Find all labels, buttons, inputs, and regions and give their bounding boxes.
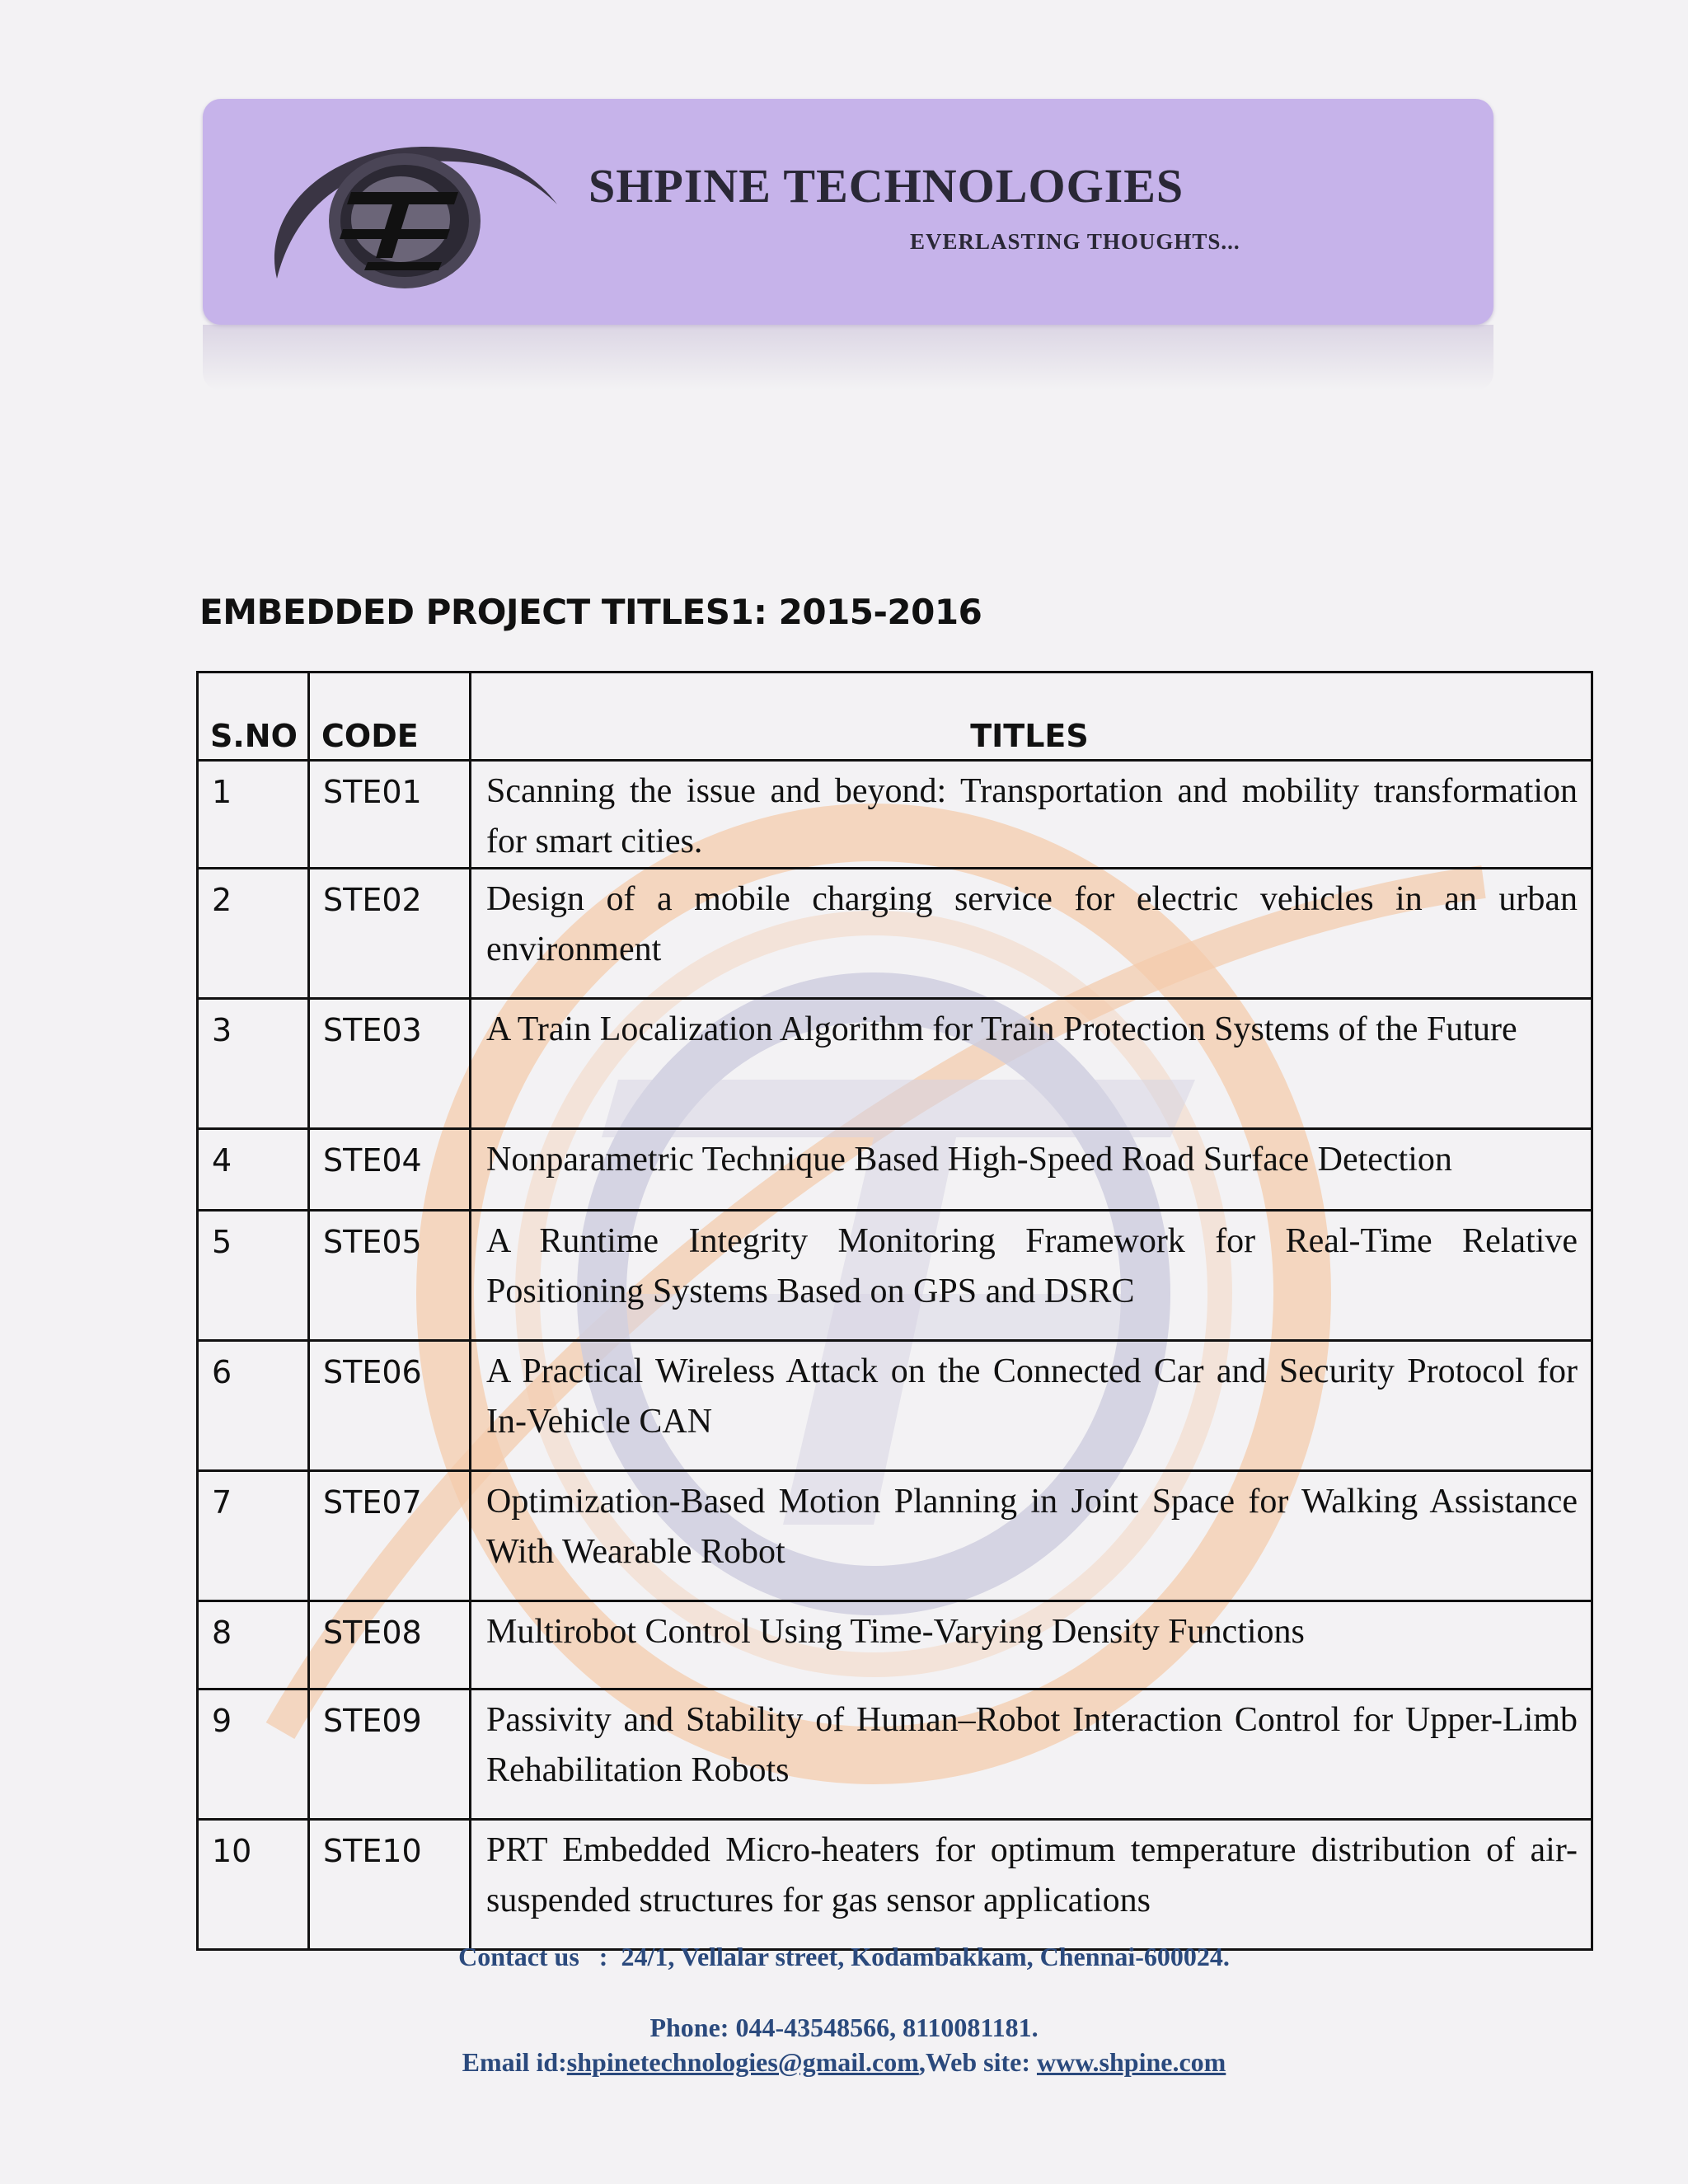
project-titles-table: [196, 671, 1593, 1951]
row-sno: 2: [198, 868, 309, 998]
table-row: [198, 998, 1592, 1128]
row-sno: 8: [198, 1601, 309, 1689]
row-sno: 7: [198, 1470, 309, 1601]
column-header-sno: S.NO: [198, 673, 309, 761]
table-row: [198, 1689, 1592, 1819]
contact-separator: :: [598, 1942, 608, 1971]
row-sno: 3: [198, 998, 309, 1128]
page-title: EMBEDDED PROJECT TITLES1: 2015-2016: [199, 592, 982, 632]
email-link[interactable]: shpinetechnologies@gmail.com: [566, 2047, 919, 2077]
table-row: [198, 1470, 1592, 1601]
row-code: STE04: [309, 1128, 471, 1210]
row-title: PRT Embedded Micro-heaters for optimum temperature distribution of air-suspended structures for gas sensor applications: [471, 1819, 1592, 1949]
row-title: Multirobot Control Using Time-Varying Density Functions: [471, 1601, 1592, 1689]
row-code: STE10: [309, 1819, 471, 1949]
row-code: STE05: [309, 1210, 471, 1340]
row-title: A Practical Wireless Attack on the Connected Car and Security Protocol for In-Vehicle CAN: [471, 1340, 1592, 1470]
website-link[interactable]: www.shpine.com: [1036, 2047, 1226, 2077]
table-row: [198, 1340, 1592, 1470]
contact-label: Contact us: [458, 1942, 579, 1971]
header-banner: [203, 99, 1493, 325]
row-sno: 10: [198, 1819, 309, 1949]
row-code: STE08: [309, 1601, 471, 1689]
footer-address-line: [0, 1942, 1688, 1972]
email-label: Email id:: [462, 2047, 567, 2077]
table-row: [198, 761, 1592, 869]
row-title: Passivity and Stability of Human–Robot Interaction Control for Upper-Limb Rehabilitation Robots: [471, 1689, 1592, 1819]
table-row: [198, 868, 1592, 998]
row-sno: 4: [198, 1128, 309, 1210]
contact-phone: Phone: 044-43548566, 8110081181.: [649, 2013, 1039, 2042]
company-tagline: EVERLASTING THOUGHTS...: [910, 229, 1240, 254]
row-code: STE06: [309, 1340, 471, 1470]
row-sno: 1: [198, 761, 309, 869]
row-title: A Train Localization Algorithm for Train Protection Systems of the Future: [471, 998, 1592, 1128]
row-sno: 9: [198, 1689, 309, 1819]
row-code: STE07: [309, 1470, 471, 1601]
row-sno: 5: [198, 1210, 309, 1340]
column-header-code: CODE: [309, 673, 471, 761]
table-header-row: [198, 673, 1592, 761]
banner-reflection: [203, 325, 1493, 391]
table-row: [198, 1601, 1592, 1689]
row-title: Nonparametric Technique Based High-Speed Road Surface Detection: [471, 1128, 1592, 1210]
row-code: STE09: [309, 1689, 471, 1819]
footer-phone-line: [0, 2013, 1688, 2043]
row-title: Design of a mobile charging service for electric vehicles in an urban environment: [471, 868, 1592, 998]
table-row: [198, 1128, 1592, 1210]
row-title: A Runtime Integrity Monitoring Framework for Real-Time Relative Positioning Systems Based on GPS and DSRC: [471, 1210, 1592, 1340]
row-sno: 6: [198, 1340, 309, 1470]
footer-email-line: [0, 2047, 1688, 2078]
table-row: [198, 1210, 1592, 1340]
shpine-logo-icon: [252, 114, 582, 312]
row-code: STE02: [309, 868, 471, 998]
row-code: STE01: [309, 761, 471, 869]
row-title: Scanning the issue and beyond: Transportation and mobility transformation for smart cities.: [471, 761, 1592, 869]
row-code: STE03: [309, 998, 471, 1128]
column-header-titles: TITLES: [471, 673, 1592, 761]
website-label: ,Web site:: [918, 2047, 1037, 2077]
table-row: [198, 1819, 1592, 1949]
company-name: SHPINE TECHNOLOGIES: [588, 159, 1184, 213]
contact-address: 24/1, Vellalar street, Kodambakkam, Chennai-600024.: [621, 1942, 1230, 1971]
row-title: Optimization-Based Motion Planning in Joint Space for Walking Assistance With Wearable Robot: [471, 1470, 1592, 1601]
